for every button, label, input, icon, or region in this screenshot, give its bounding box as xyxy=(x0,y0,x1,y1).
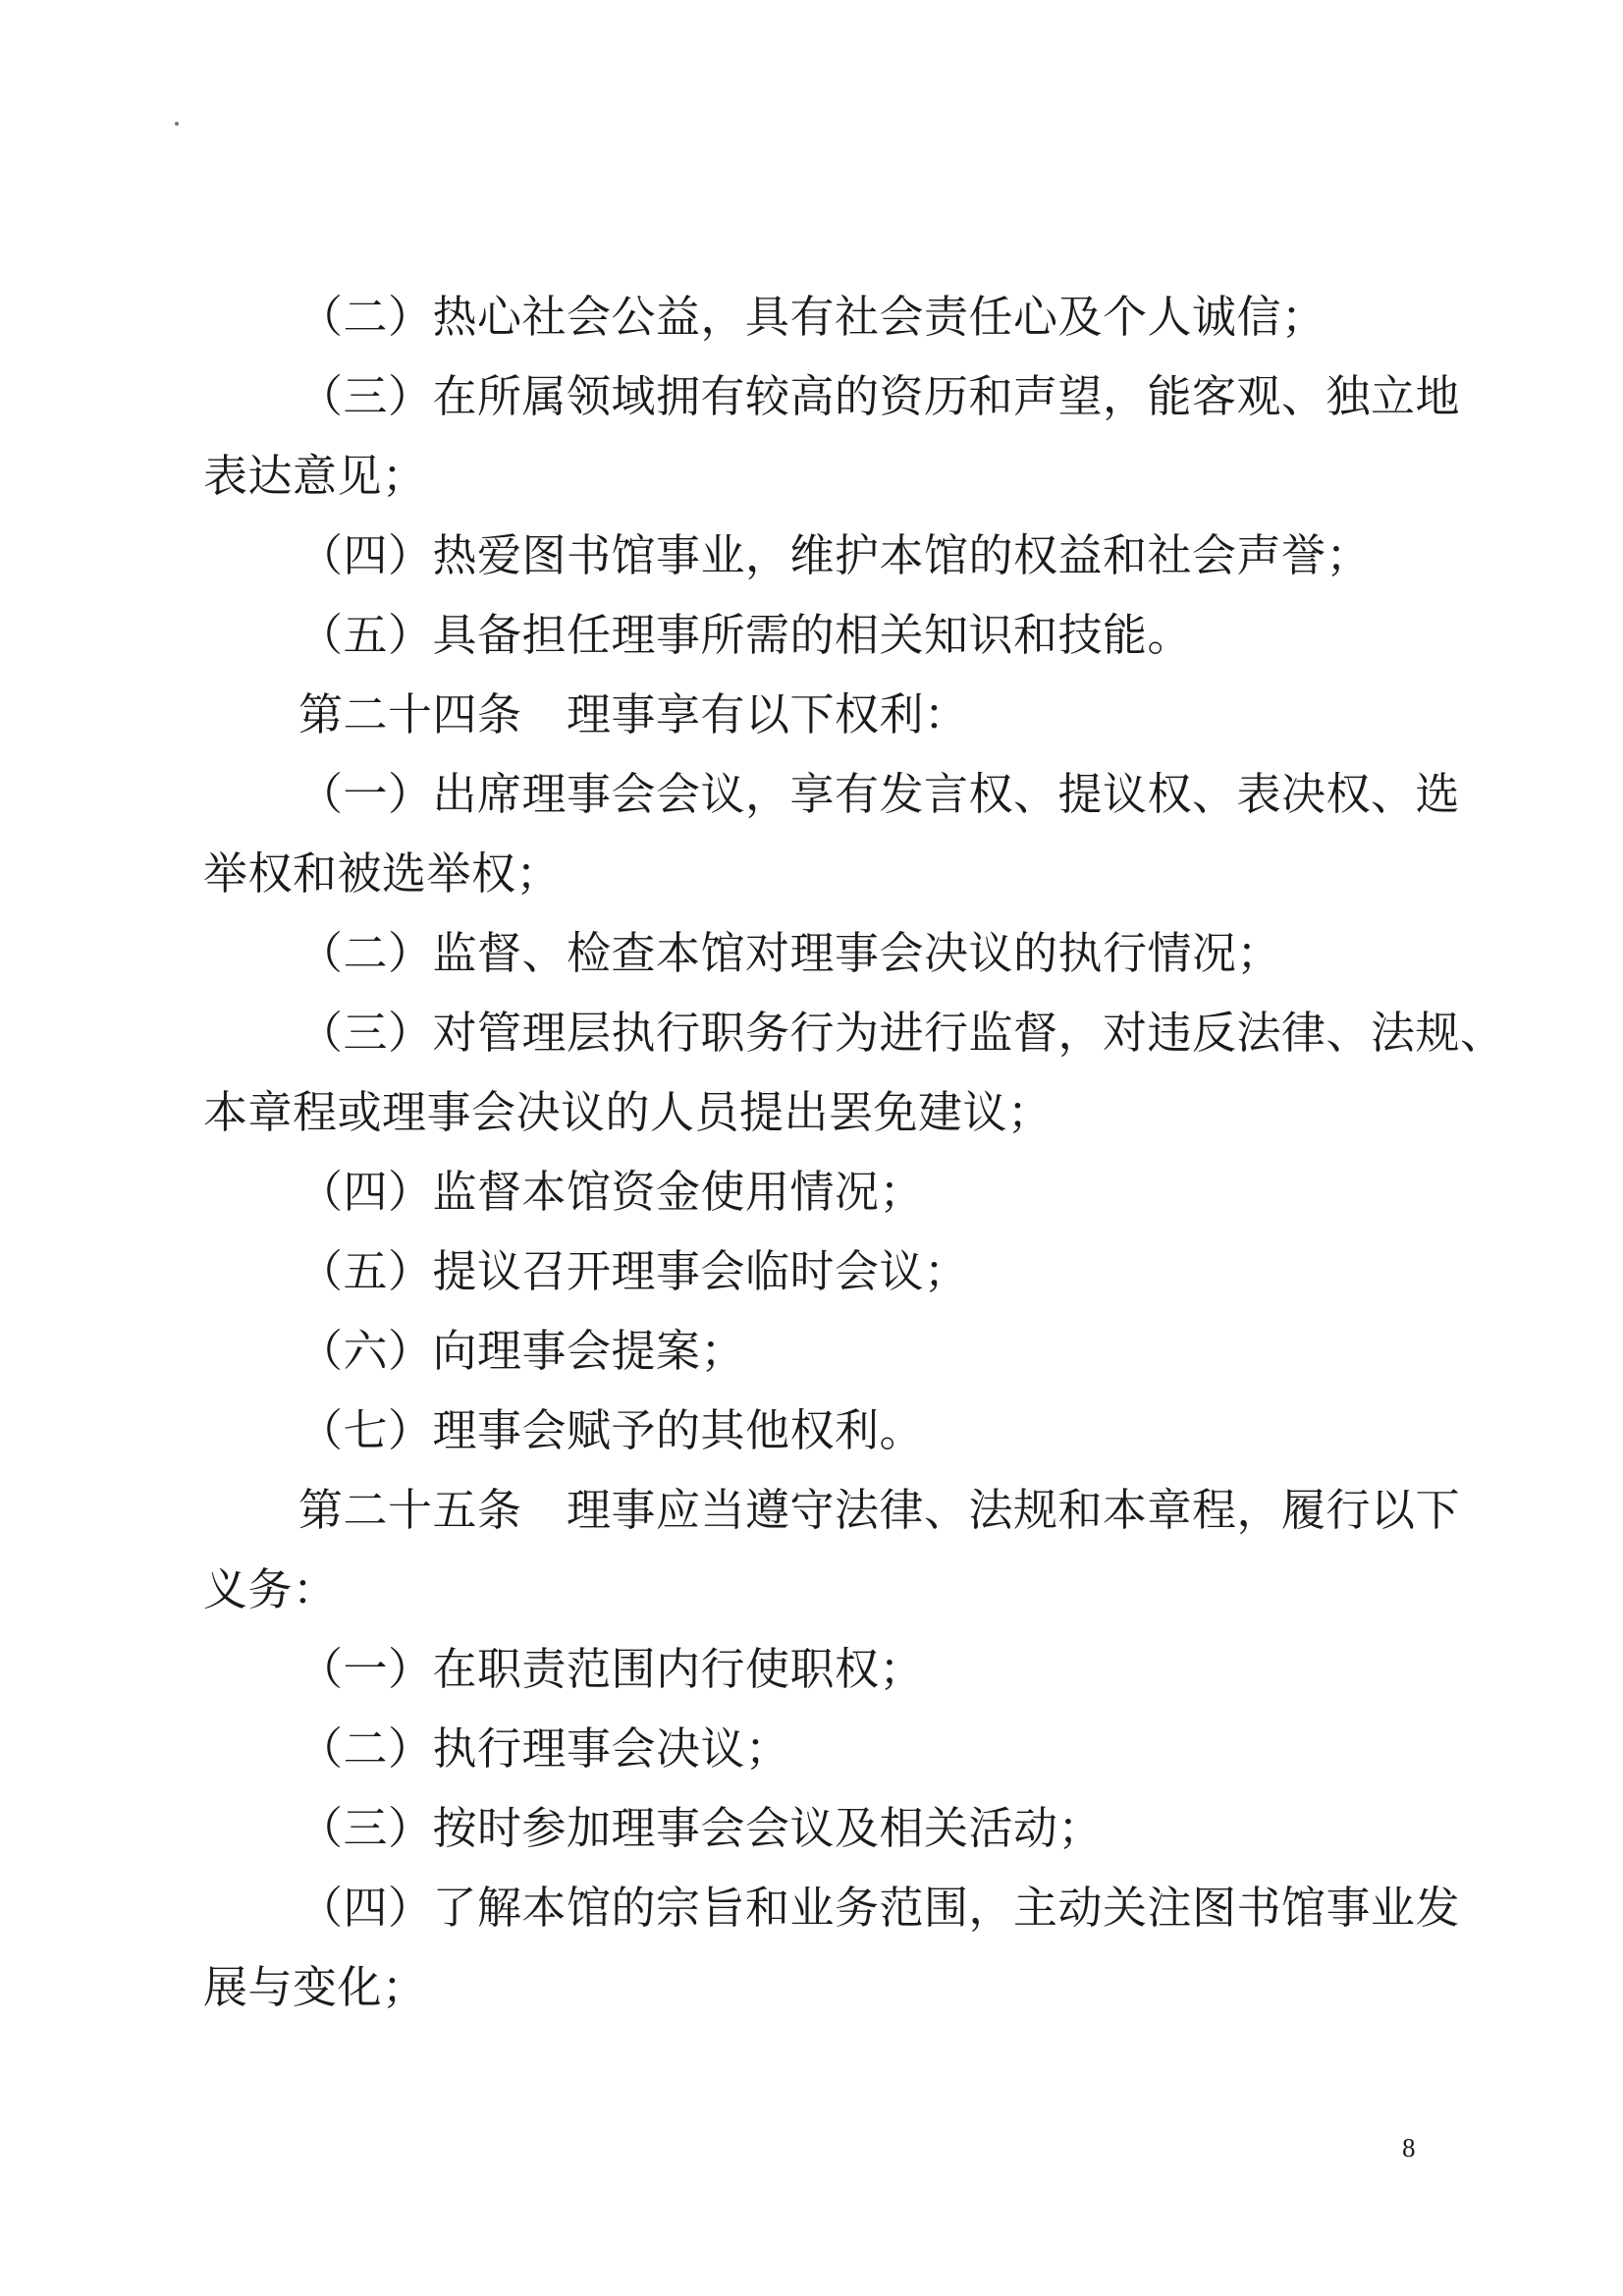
page-number: 8 xyxy=(1402,2133,1416,2162)
article-25-item-2: （二）执行理事会决议； xyxy=(298,1722,790,1775)
article-24-item-2: （二）监督、检查本馆对理事会决议的执行情况； xyxy=(298,927,1282,979)
body-text xyxy=(203,277,1505,2027)
article-24-item-5: （五）提议召开理事会临时会议； xyxy=(298,1245,969,1297)
clause-item-3-continued: 表达意见； xyxy=(203,450,427,502)
article-25-item-1: （一）在职责范围内行使职权； xyxy=(298,1643,925,1695)
article-24-item-7: （七）理事会赋予的其他权利。 xyxy=(298,1404,925,1456)
article-24-item-1-continued: 举权和被选举权； xyxy=(203,847,562,900)
clause-item-2: （二）热心社会公益，具有社会责任心及个人诚信； xyxy=(298,291,1326,343)
article-25-item-4-continued: 展与变化； xyxy=(203,1961,427,2013)
article-24-item-6: （六）向理事会提案； xyxy=(298,1325,746,1377)
article-24-item-1: （一）出席理事会会议，享有发言权、提议权、表决权、选 xyxy=(298,768,1461,820)
article-25-heading-continued: 义务： xyxy=(203,1563,338,1615)
article-24-heading: 第二十四条 理事享有以下权利： xyxy=(298,688,969,740)
clause-item-3: （三）在所属领域拥有较高的资历和声望，能客观、独立地 xyxy=(298,370,1461,422)
clause-item-4: （四）热爱图书馆事业，维护本馆的权益和社会声誉； xyxy=(298,529,1372,581)
article-25-item-4: （四）了解本馆的宗旨和业务范围，主动关注图书馆事业发 xyxy=(298,1882,1461,1934)
article-24-item-4: （四）监督本馆资金使用情况； xyxy=(298,1166,925,1218)
clause-item-5: （五）具备担任理事所需的相关知识和技能。 xyxy=(298,609,1193,661)
article-24-item-3-continued: 本章程或理事会决议的人员提出罢免建议； xyxy=(203,1086,1053,1138)
scan-speck xyxy=(175,122,179,126)
article-25-heading: 第二十五条 理事应当遵守法律、法规和本章程，履行以下 xyxy=(298,1484,1461,1536)
article-24-item-3: （三）对管理层执行职务行为进行监督，对违反法律、法规、 xyxy=(298,1007,1505,1059)
article-25-item-3: （三）按时参加理事会会议及相关活动； xyxy=(298,1802,1104,1854)
